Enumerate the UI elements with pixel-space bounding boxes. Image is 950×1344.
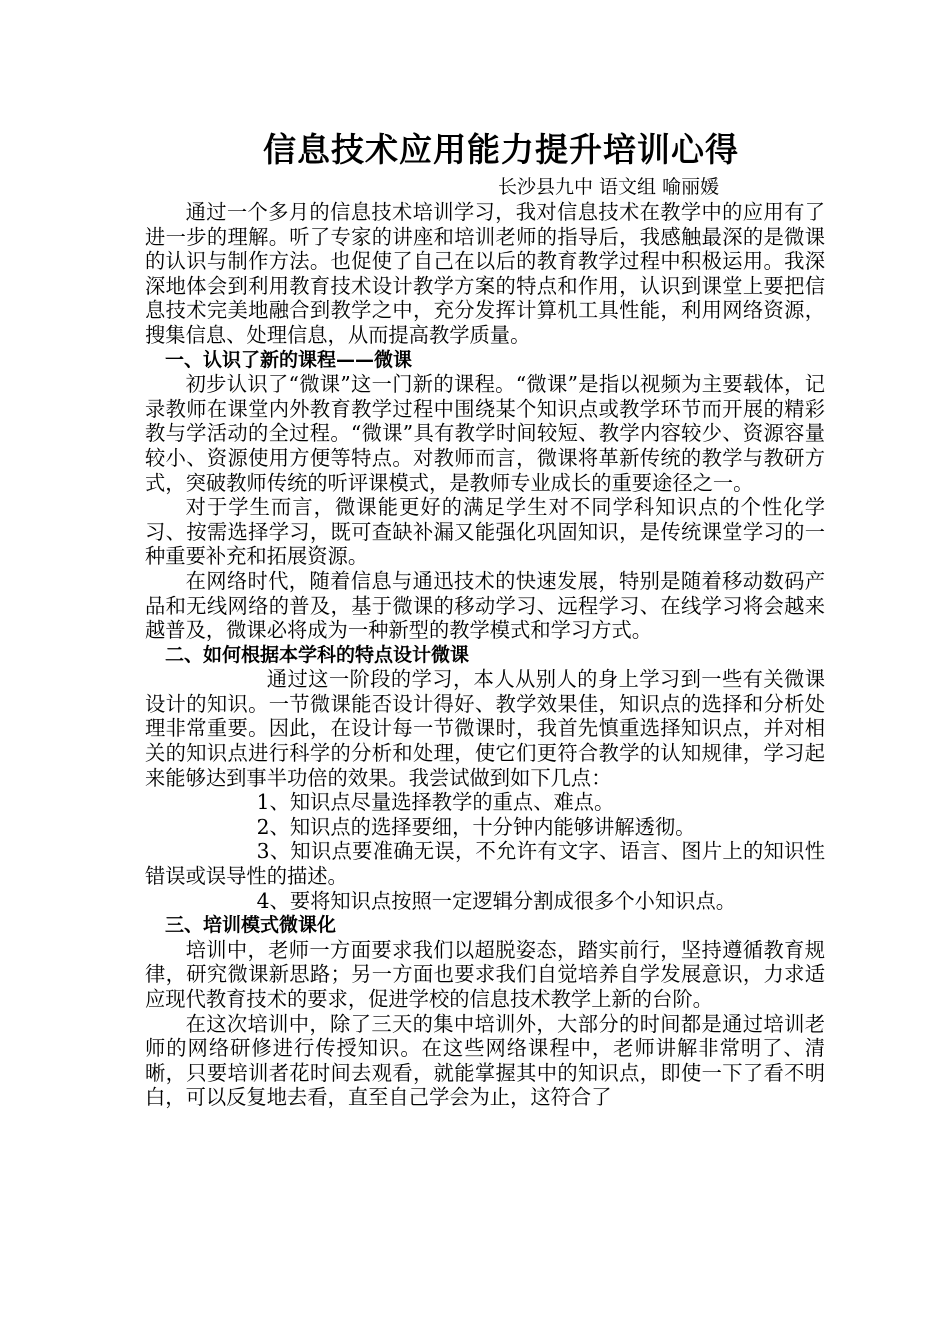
section-1-heading: 一、认识了新的课程——微课 [165, 348, 413, 371]
intro-paragraph: 通过一个多月的信息技术培训学习，我对信息技术在教学中的应用有了进一步的理解。听了专家的讲座和培训老师的指导后，我感触最深的是微课的认识与制作方法。也促使了自己在以后的教育教学过程中积极运用。我深深地体会到利用教育技术设计教学方案的特点和作用，认识到课堂上要把信息技术完美地融合到教学之中，充分发挥计算机工具性能，利用网络资源，搜集信息、处理信息，从而提高教学质量。 [145, 200, 825, 347]
section-3-heading: 三、培训模式微课化 [165, 914, 337, 937]
document-title: 信息技术应用能力提升培训心得 [263, 130, 739, 169]
list-item: 4、要将知识点按照一定逻辑分割成很多个小知识点。 [256, 888, 737, 913]
section-2-paragraph-1: 通过这一阶段的学习，本人从别人的身上学习到一些有关微课设计的知识。一节微课能否设计得好、教学效果佳，知识点的选择和分析处理非常重要。因此，在设计每一节微课时，我首先慎重选择知识点，并对相关的知识点进行科学的分析和处理，使它们更符合教学的认知规律，学习起来能够达到事半功倍的效果。我尝试做到如下几点： [145, 667, 825, 790]
document-page [145, 128, 825, 1110]
section-3-paragraph-1: 培训中，老师一方面要求我们以超脱姿态，踏实前行，坚持遵循教育规律，研究微课新思路；另一方面也要求我们自觉培养自学发展意识，力求适应现代教育技术的要求，促进学校的信息技术教学上新的台阶。 [145, 937, 825, 1011]
section-1-paragraph-2: 对于学生而言，微课能更好的满足学生对不同学科知识点的个性化学习、按需选择学习，既可查缺补漏又能强化巩固知识，是传统课堂学习的一种重要补充和拓展资源。 [145, 495, 825, 569]
list-item: 1、知识点尽量选择教学的重点、难点。 [256, 790, 615, 815]
list-item: 3、知识点要准确无误，不允许有文字、语言、图片上的知识性错误或误导性的描述。 [145, 839, 825, 889]
section-2-heading: 二、如何根据本学科的特点设计微课 [165, 643, 470, 666]
document-author: 长沙县九中 语文组 喻丽媛 [498, 176, 720, 198]
list-item: 2、知识点的选择要细，十分钟内能够讲解透彻。 [256, 814, 696, 839]
section-3-paragraph-2: 在这次培训中，除了三天的集中培训外，大部分的时间都是通过培训老师的网络研修进行传授知识。在这些网络课程中，老师讲解非常明了、清晰，只要培训者花时间去观看，就能掌握其中的知识点，即使一下了看不明白，可以反复地去看，直至自己学会为止，这符合了 [145, 1011, 825, 1110]
section-1-paragraph-3: 在网络时代，随着信息与通迅技术的快速发展，特别是随着移动数码产品和无线网络的普及，基于微课的移动学习、远程学习、在线学习将会越来越普及，微课必将成为一种新型的教学模式和学习方式。 [145, 568, 825, 643]
section-1-paragraph-1: 初步认识了“微课”这一门新的课程。“微课”是指以视频为主要载体，记录教师在课堂内外教育教学过程中围绕某个知识点或教学环节而开展的精彩教与学活动的全过程。“微课”具有教学时间较短、教学内容较少、资源容量较小、资源使用方便等特点。对教师而言，微课将革新传统的教学与教研方式，突破教师传统的听评课模式，是教师专业成长的重要途径之一。 [145, 372, 825, 495]
